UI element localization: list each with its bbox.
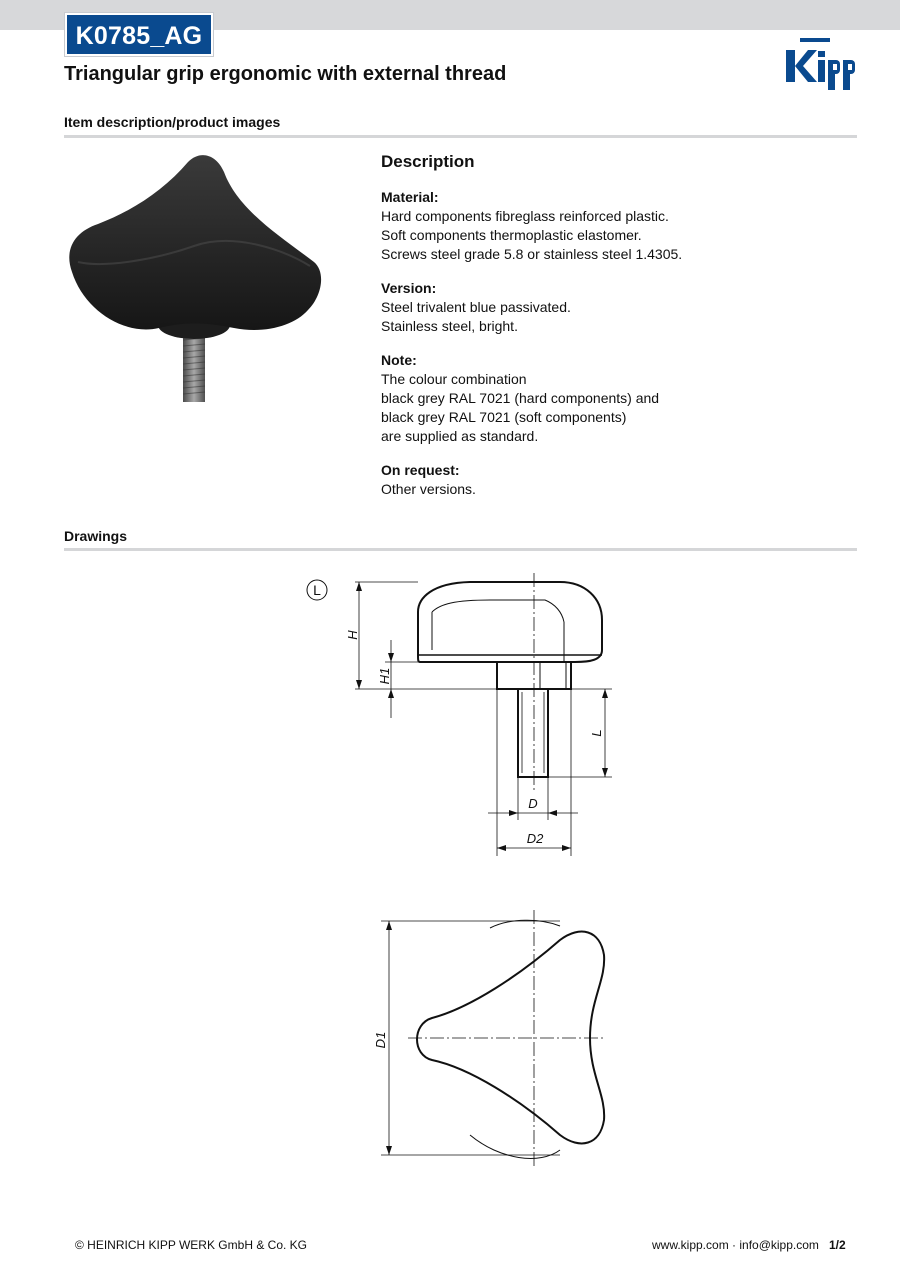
- group-label: Note:: [381, 352, 417, 368]
- dimension-label-d: D: [528, 796, 538, 811]
- group-label: Version:: [381, 280, 437, 296]
- technical-drawing: [0, 560, 900, 1180]
- article-code-badge: K0785_AG: [65, 13, 213, 56]
- kipp-logo: [784, 38, 858, 92]
- dimension-label-h1: H1: [377, 667, 392, 685]
- product-photo: [64, 150, 322, 402]
- dimension-label-d1: D1: [373, 1031, 388, 1049]
- group-line: are supplied as standard.: [381, 428, 539, 444]
- material-group: [381, 188, 851, 264]
- dimension-label-l: L: [589, 729, 604, 737]
- page-number: 1/2: [829, 1238, 846, 1252]
- description-block: [381, 152, 851, 514]
- group-line: Soft components thermoplastic elastomer.: [381, 227, 642, 243]
- footer-copyright: © HEINRICH KIPP WERK GmbH & Co. KG: [75, 1238, 307, 1252]
- footer-contact[interactable]: www.kipp.com · info@kipp.com: [652, 1238, 819, 1252]
- section-rule: [64, 548, 857, 551]
- group-line: The colour combination: [381, 371, 527, 387]
- group-line: Screws steel grade 5.8 or stainless steel 1.4305.: [381, 246, 683, 262]
- group-line: Hard components fibreglass reinforced plastic.: [381, 208, 669, 224]
- section-heading-drawings: Drawings: [64, 528, 128, 544]
- group-line: black grey RAL 7021 (soft components): [381, 409, 627, 425]
- view-marker-label: L: [313, 582, 321, 598]
- section-heading-item-description: Item description/product images: [64, 114, 281, 130]
- group-line: Stainless steel, bright.: [381, 318, 518, 334]
- dimension-label-h: H: [345, 630, 360, 640]
- section-rule: [64, 135, 857, 138]
- group-label: Material:: [381, 189, 439, 205]
- group-line: black grey RAL 7021 (hard components) and: [381, 390, 660, 406]
- on-request-group: [381, 461, 851, 499]
- dimension-label-d2: D2: [526, 831, 544, 846]
- group-line: Steel trivalent blue passivated.: [381, 299, 571, 315]
- note-group: [381, 351, 851, 446]
- page-title: Triangular grip ergonomic with external thread: [64, 63, 507, 85]
- version-group: [381, 279, 851, 336]
- description-title: Description: [381, 152, 475, 171]
- group-line: Other versions.: [381, 481, 476, 497]
- group-label: On request:: [381, 462, 460, 478]
